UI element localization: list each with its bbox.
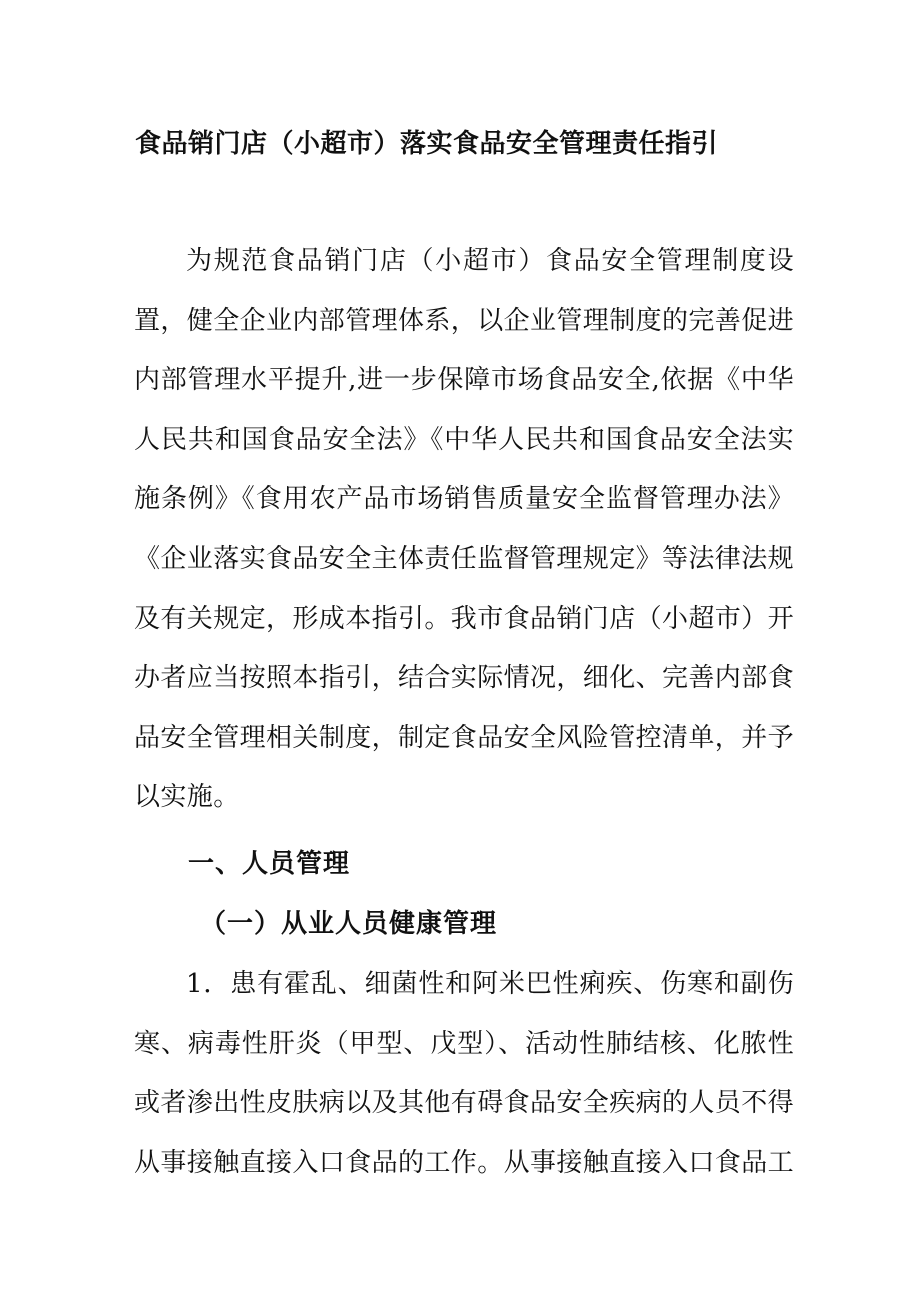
item-1-paragraph: 1．患有霍乱、细菌性和阿米巴性痢疾、伤寒和副伤寒、病毒性肝炎（甲型、戊型）、活动性肺结核、化脓性或者渗出性皮肤病以及其他有碍食品安全疾病的人员不得从事接触直接入口食品的工作。从事接触直接入口食品工: [134, 969, 795, 1178]
subsection-heading-health-management: （一）从业人员健康管理: [200, 909, 498, 939]
section-heading-personnel-management: 一、人员管理: [188, 849, 351, 879]
document-title: 食品销门店（小超市）落实食品安全管理责任指引: [135, 129, 719, 159]
intro-paragraph: 为规范食品销门店（小超市）食品安全管理制度设置，健全企业内部管理体系，以企业管理制度的完善促进内部管理水平提升,进一步保障市场食品安全,依据《中华人民共和国食品安全法》《中华人民共和国食品安全法实施条例》《食用农产品市场销售质量安全监督管理办法》《企业落实食品安全主体责任监督管理规定》等法律法规及有关规定，形成本指引。我市食品销门店（小超市）开办者应当按照本指引，结合实际情况，细化、完善内部食品安全管理相关制度，制定食品安全风险管控清单，并予以实施。: [134, 246, 795, 813]
